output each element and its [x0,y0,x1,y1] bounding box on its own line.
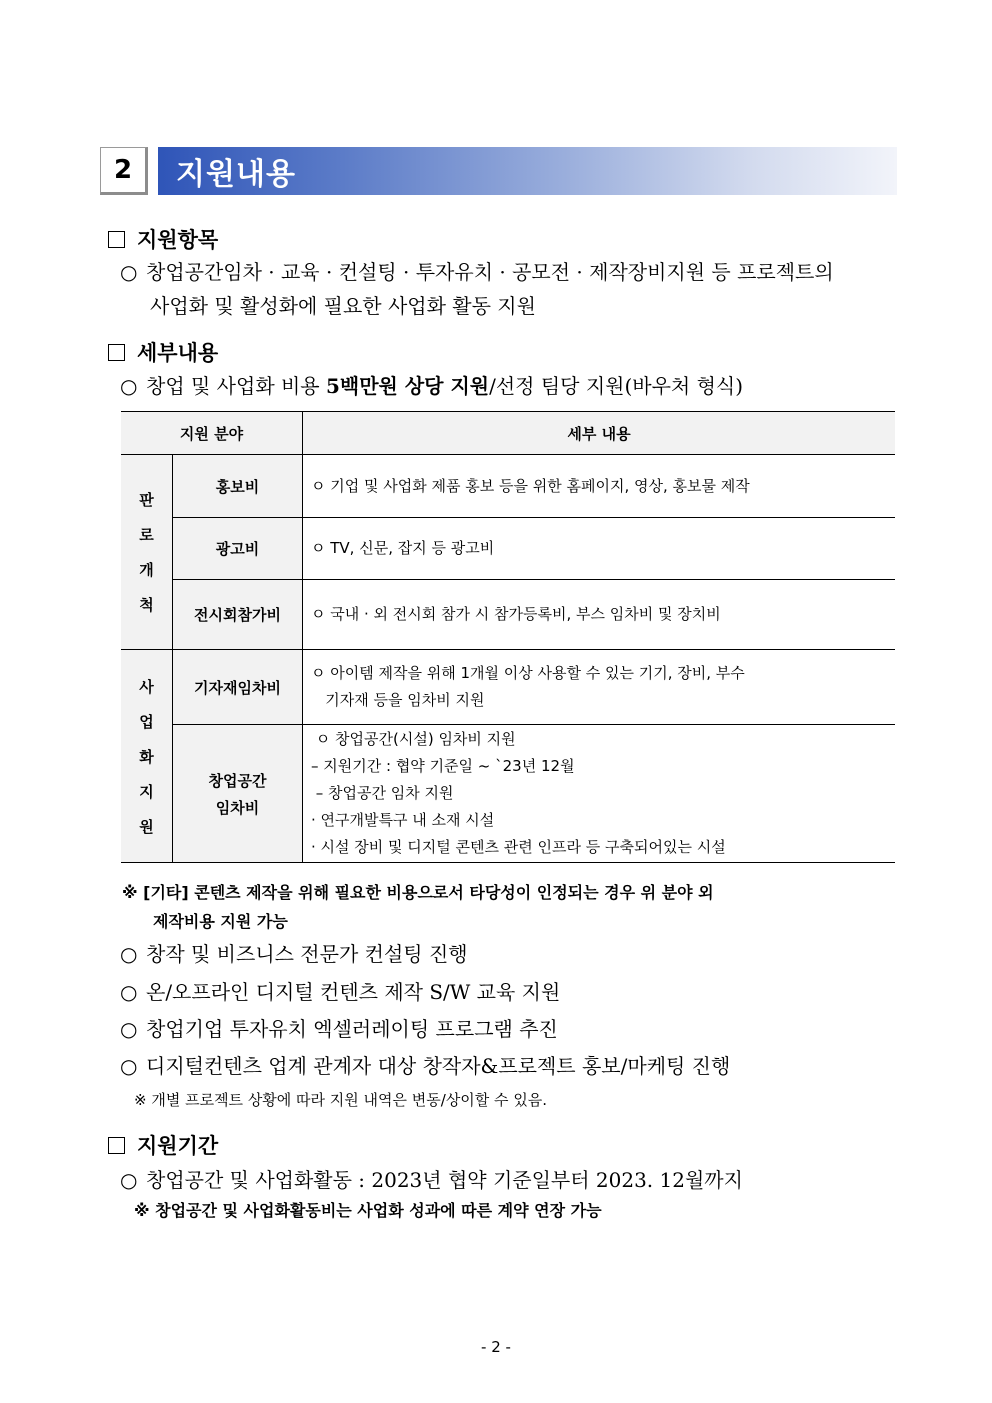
detail-line: · 시설 장비 및 디지털 콘텐츠 관련 인프라 등 구축되어있는 시설 [311,838,726,856]
etc-note-line1: ※ [기타] 콘텐츠 제작을 위해 필요한 비용으로서 타당성이 인정되는 경우 위 분야 외 [122,883,714,902]
circle-bullet-icon: ○ [120,942,138,966]
section-number: 2 [100,147,148,195]
detail-line: – 지원기간 : 협약 기준일 ~ `23년 12월 [311,757,575,775]
group-cell-market [121,455,173,650]
checkbox-square-icon [108,231,125,248]
detail-line: 기자재 등을 임차비 지원 [311,691,485,709]
details-text-after: /선정 팀당 지원(바우처 형식) [489,374,744,398]
item-cell [173,725,303,863]
bullet-item [120,1050,730,1079]
details-text-bold: 5백만원 상당 지원 [326,374,490,398]
detail-line: ㅇ 기업 및 사업화 제품 홍보 등을 위한 홈페이지, 영상, 홍보물 제작 [311,476,750,495]
table-row [121,580,895,650]
support-items-line2: 사업화 및 활성화에 필요한 사업화 활동 지원 [150,294,536,318]
page-number: - 2 - [481,1338,511,1356]
checkbox-square-icon [108,1137,125,1154]
change-note: ※ 개별 프로젝트 상황에 따라 지원 내역은 변동/상이할 수 있음. [134,1091,548,1109]
item-cell: 기자재임차비 [173,650,303,725]
header-field: 지원 분야 [121,412,303,455]
group-char: 사 [139,677,154,696]
circle-bullet-icon: ○ [120,1054,138,1078]
period-heading [108,1130,218,1160]
item-cell: 전시회참가비 [173,580,303,650]
table-row [121,650,895,725]
period-text: 창업공간 및 사업화활동 : 2023년 협약 기준일부터 2023. 12월까지 [146,1168,743,1192]
bullet-text: 창작 및 비즈니스 전문가 컨설팅 진행 [146,942,468,966]
detail-line: ㅇ TV, 신문, 잡지 등 광고비 [311,539,495,557]
support-items-heading [108,224,218,254]
period-note: ※ 창업공간 및 사업화활동비는 사업화 성과에 따른 계약 연장 가능 [134,1201,602,1220]
bullet-text: 온/오프라인 디지털 컨텐츠 제작 S/W 교육 지원 [146,980,561,1004]
table-row [121,518,895,580]
item-cell: 홍보비 [173,455,303,518]
item-line: 임차비 [215,798,260,817]
circle-bullet-icon: ○ [120,374,138,398]
detail-line: – 창업공간 임차 지원 [311,784,454,802]
support-items-line1 [120,256,834,285]
detail-cell [303,455,896,518]
group-char: 업 [139,712,154,731]
bullet-item [120,976,560,1005]
header-detail: 세부 내용 [303,412,896,455]
detail-line: ㅇ 창업공간(시설) 임차비 지원 [311,730,516,748]
circle-bullet-icon: ○ [120,980,138,1004]
group-char: 개 [139,561,154,579]
group-char: 척 [139,596,154,614]
group-char: 지 [139,782,154,801]
item-line: 창업공간 [208,771,267,790]
bullet-item [120,938,468,967]
details-heading-text: 세부내용 [137,340,219,365]
detail-cell [303,650,896,725]
support-table [121,411,895,863]
group-cell-commercialization [121,650,173,863]
section-header [100,147,897,196]
details-line [120,370,743,399]
detail-line: ㅇ 국내 · 외 전시회 참가 시 참가등록비, 부스 임차비 및 장치비 [311,605,721,623]
detail-cell [303,580,896,650]
group-char: 원 [139,817,154,836]
details-heading [108,337,218,367]
bullet-text: 창업기업 투자유치 엑셀러레이팅 프로그램 추진 [146,1017,558,1041]
table-header-row [121,412,895,455]
period-heading-text: 지원기간 [137,1133,219,1158]
group-char: 화 [139,747,154,766]
etc-note-line2: 제작비용 지원 가능 [153,912,288,931]
section-title: 지원내용 [176,157,296,192]
detail-line: · 연구개발특구 내 소재 시설 [311,811,495,829]
bullet-text: 디지털컨텐츠 업계 관계자 대상 창작자&프로젝트 홍보/마케팅 진행 [146,1054,731,1078]
table-row [121,725,895,863]
group-char: 판 [139,491,154,509]
item-cell: 광고비 [173,518,303,580]
group-char: 로 [139,526,154,544]
circle-bullet-icon: ○ [120,1017,138,1041]
table-row [121,455,895,518]
circle-bullet-icon: ○ [120,260,138,284]
section-title-bar [158,147,897,195]
support-items-heading-text: 지원항목 [137,227,219,252]
period-line [120,1164,743,1193]
detail-cell [303,518,896,580]
support-items-text1: 창업공간임차 · 교육 · 컨설팅 · 투자유치 · 공모전 · 제작장비지원 등 프로젝트의 [146,260,834,284]
detail-cell [303,725,896,863]
detail-line: ㅇ 아이템 제작을 위해 1개월 이상 사용할 수 있는 기기, 장비, 부수 [311,664,745,682]
circle-bullet-icon: ○ [120,1168,138,1192]
details-text-before: 창업 및 사업화 비용 [146,374,326,398]
checkbox-square-icon [108,344,125,361]
bullet-item [120,1013,558,1042]
